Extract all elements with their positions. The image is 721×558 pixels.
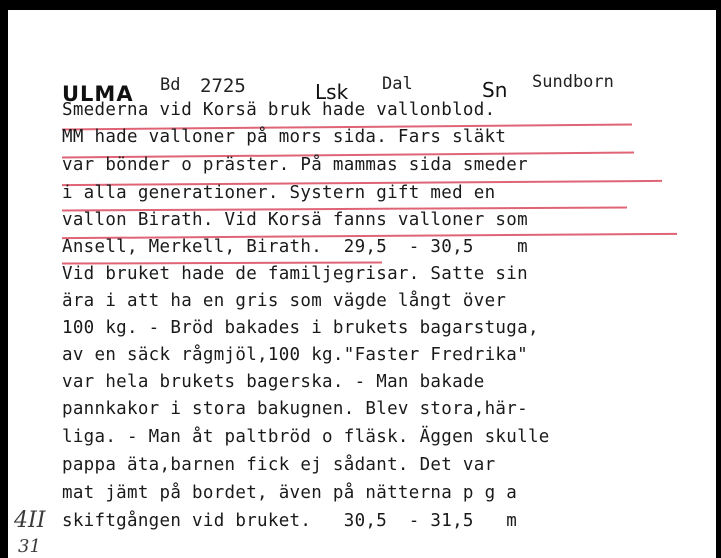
body-line-16: skiftgången vid bruket. 30,5 - 31,5 m bbox=[62, 511, 518, 531]
body-line-11: var hela brukets bagerska. - Man bakade bbox=[62, 372, 485, 392]
sn-value: Sundborn bbox=[532, 72, 614, 92]
body-line-13: liga. - Man åt paltbröd o fläsk. Äggen skulle bbox=[62, 427, 550, 447]
body-line-14: pappa äta,barnen fick ej sådant. Det var bbox=[62, 455, 496, 475]
body-line-8: ära i att ha en gris som vägde långt över bbox=[62, 291, 507, 311]
body-line-6: Ansell, Merkell, Birath. 29,5 - 30,5 m bbox=[62, 237, 528, 257]
bd-label: Bd bbox=[160, 75, 181, 95]
body-line-9: 100 kg. - Bröd bakades i brukets bagarstuga, bbox=[62, 318, 539, 338]
body-line-12: pannkakor i stora bakugnen. Blev stora,här- bbox=[62, 399, 528, 419]
body-line-3: var bönder o präster. På mammas sida smeder bbox=[62, 155, 528, 175]
margin-note-archive-ref: 4II bbox=[14, 508, 46, 533]
body-line-7: Vid bruket hade de familjegrisar. Satte sin bbox=[62, 264, 528, 284]
body-line-10: av en säck rågmjöl,100 kg."Faster Fredrika" bbox=[62, 345, 528, 365]
scan-border-right bbox=[716, 0, 721, 558]
lsk-value: Dal bbox=[382, 74, 413, 94]
bd-value: 2725 bbox=[200, 75, 246, 97]
body-line-4: i alla generationer. Systern gift med en bbox=[62, 183, 496, 203]
margin-note-page: 31 bbox=[18, 536, 41, 557]
body-line-5: vallon Birath. Vid Korsä fanns valloner som bbox=[62, 210, 528, 230]
body-line-15: mat jämt på bordet, även på nätterna p g a bbox=[62, 483, 518, 503]
body-line-1: Smederna vid Korsä bruk hade vallonblod. bbox=[62, 100, 496, 120]
body-line-2: MM hade valloner på mors sida. Fars släkt bbox=[62, 127, 507, 147]
archive-code: ULMA bbox=[62, 82, 134, 106]
lsk-label: Lsk bbox=[315, 80, 349, 104]
sn-label: Sn bbox=[482, 78, 508, 102]
scan-border-top bbox=[0, 0, 721, 10]
scan-border-left bbox=[0, 0, 8, 558]
